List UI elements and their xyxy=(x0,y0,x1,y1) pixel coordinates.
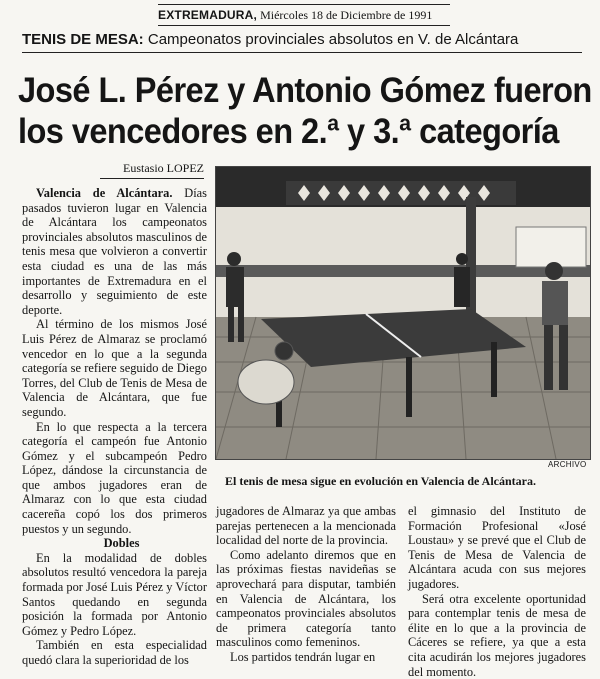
article-paragraph: Los partidos tendrán lugar en xyxy=(230,649,376,664)
article-paragraph: jugadores de Almaraz ya que ambas parejas pertenecen a la mencionada localidad del norte de la provincia. xyxy=(216,504,396,548)
headline-line-1: José L. Pérez y Antonio Gómez fueron xyxy=(18,71,592,110)
article-paragraph: En lo que respecta a la tercera categoría el campeón fue Antonio Gómez y el subcampeón Pedro López, dándose la circunstancia de que ambos jugadores eran de Almaraz con lo que esta ciudad cacereña copó los dos primeros puestos y un segundo. xyxy=(22,419,207,536)
byline: Eustasio LOPEZ xyxy=(100,161,204,179)
article-subhead: Dobles xyxy=(103,536,140,551)
article-paragraph: También en esta especialidad quedó clara la superioridad de los xyxy=(22,638,207,667)
section-kicker xyxy=(22,30,582,53)
masthead xyxy=(158,4,450,26)
article-paragraph: Será otra excelente oportunidad para contemplar tenis de mesa de élite en lo que a la provincia de Cáceres se refiere, ya que a esta cita acudirán los mejores jugadores del momento. xyxy=(408,591,586,679)
article-paragraph: Valencia de Alcántara. Días pasados tuvieron lugar en Valencia de Alcántara los campeonatos provinciales absolutos masculinos de tenis mesa que volvieron a convertir esta ciudad es una de las más importantes de Extremadura en el desarrollo y seguimiento de este deporte. xyxy=(22,186,207,317)
article-column-1 xyxy=(22,186,207,668)
article-paragraph: Al término de los mismos José Luis Pérez de Almaraz se proclamó vencedor en lo que a la segunda categoría se refiere seguido de Diego Torres, del Club de Tenis de Mesa de Valencia de Alcántara, que fue segundo. xyxy=(22,317,207,419)
table-tennis-photo xyxy=(215,166,591,460)
article-column-3 xyxy=(408,504,586,679)
publication-date: Miércoles 18 de Diciembre de 1991 xyxy=(260,8,433,22)
dateline: Valencia de Alcántara. xyxy=(36,186,173,200)
photo-caption: El tenis de mesa sigue en evolución en Valencia de Alcántara. xyxy=(225,474,537,488)
headline-line-2: los vencedores en 2.ª y 3.ª categoría xyxy=(18,112,559,151)
headline xyxy=(18,70,592,152)
section-topic: Campeonatos provinciales absolutos en V. de Alcántara xyxy=(147,31,519,48)
article-column-2 xyxy=(216,504,396,665)
article-paragraph: el gimnasio del Instituto de Formación Profesional «José Loustau» y se prevé que el Club de Tenis de Mesa de Valencia de Alcántara acuda con sus mejores jugadores. xyxy=(408,504,586,591)
newspaper-name: EXTREMADURA, xyxy=(158,8,258,22)
photo-credit: ARCHIVO xyxy=(548,460,587,469)
article-paragraph: En la modalidad de dobles absolutos resultó vencedora la pareja formada por José Luis Pérez y Víctor Santos quedando en segunda posición la formada por Antonio Gómez y Pedro López. xyxy=(22,550,207,638)
article-paragraph: Como adelanto diremos que en las próximas fiestas navideñas se aprovechará para disputar, también en Valencia de Alcántara, los campeonatos provinciales absolutos de primera categoría tanto masculinos como femeninos. xyxy=(216,547,396,650)
photo-illustration xyxy=(216,167,590,459)
section-label: TENIS DE MESA: xyxy=(22,31,144,48)
